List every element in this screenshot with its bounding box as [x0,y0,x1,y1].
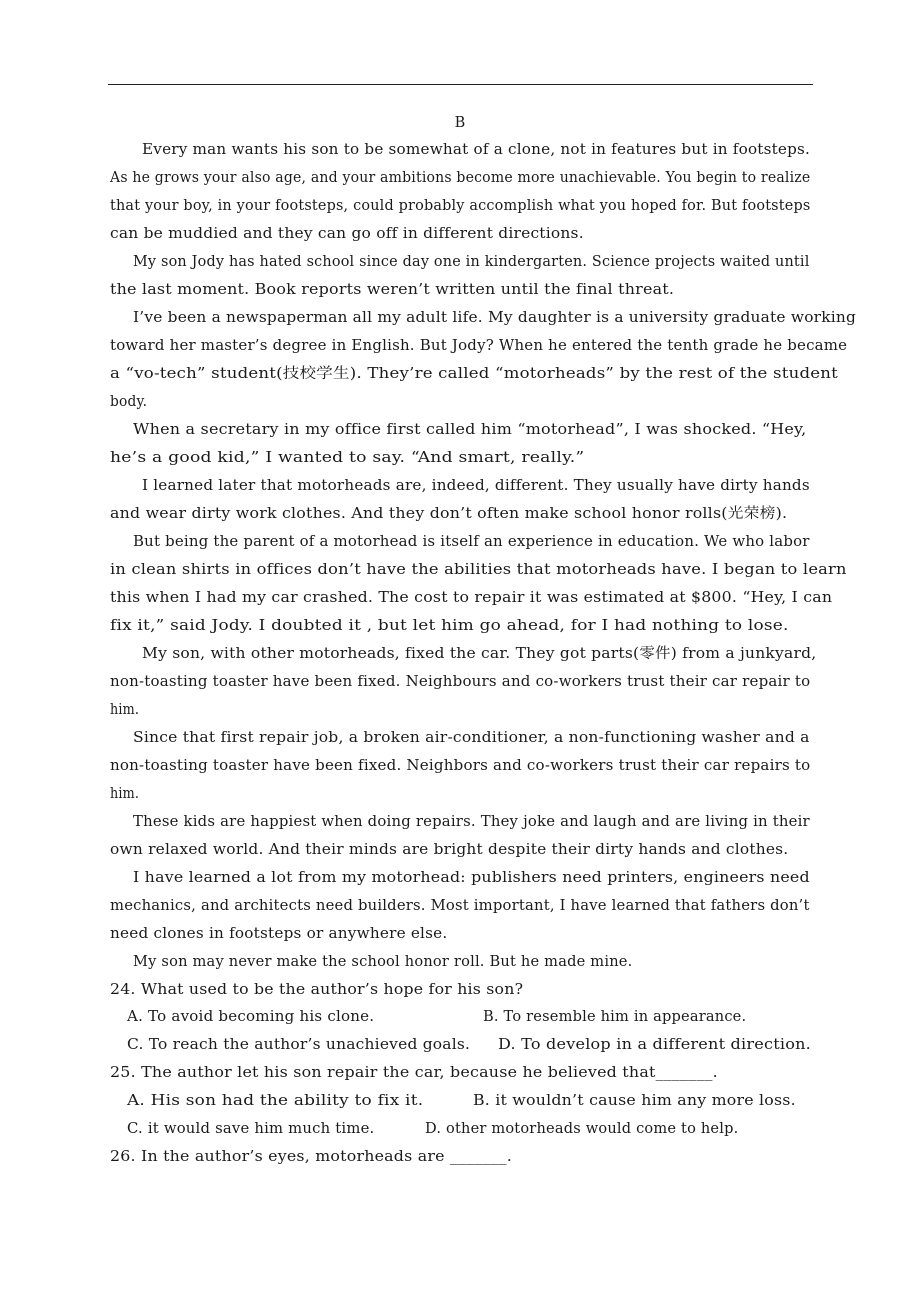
text-line: need clones in footsteps or anywhere else. [110,926,448,942]
text-line: D. To develop in a different direction. [498,1037,811,1053]
text-line: can be muddied and they can go off in different directions. [110,226,584,242]
text-line: But being the parent of a motorhead is itself an experience in education. We who labor [133,534,810,550]
text-line: in clean shirts in offices don’t have the abilities that motorheads have. I began to learn [110,562,847,578]
text-line: Every man wants his son to be somewhat of a clone, not in features but in footsteps. [142,142,811,158]
text-line: 26. In the author’s eyes, motorheads are _______. [110,1149,512,1165]
text-line: I learned later that motorheads are, indeed, different. They usually have dirty hands [142,478,810,494]
text-line: him. [110,702,140,718]
text-line: he’s a good kid,” I wanted to say. “And smart, really.” [110,450,585,466]
text-line: Since that first repair job, a broken air-conditioner, a non-functioning washer and a [133,730,810,746]
text-line: My son, with other motorheads, fixed the car. They got parts(零件) from a junkyard, [142,646,817,662]
text-line: him. [110,786,140,802]
text-line: As he grows your also age, and your ambitions become more unachievable. You begin to realize [110,170,811,186]
text-line: that your boy, in your footsteps, could probably accomplish what you hoped for. But footsteps [110,198,811,214]
passage-label: B [454,115,466,131]
text-line: own relaxed world. And their minds are bright despite their dirty hands and clothes. [110,842,789,858]
text-line: this when I had my car crashed. The cost to repair it was estimated at $800. “Hey, I can [110,590,833,606]
text-line: My son Jody has hated school since day one in kindergarten. Science projects waited until [133,254,810,270]
text-line: When a secretary in my office first called him “motorhead”, I was shocked. “Hey, [133,422,807,438]
text-line: These kids are happiest when doing repairs. They joke and laugh and are living in their [133,814,810,830]
text-line: 25. The author let his son repair the car, because he believed that_______. [110,1065,718,1081]
text-line: fix it,” said Jody. I doubted it , but let him go ahead, for I had nothing to lose. [110,618,789,634]
text-line: I have learned a lot from my motorhead: publishers need printers, engineers need [133,870,810,886]
text-line: 24. What used to be the author’s hope for his son? [110,982,524,998]
text-line: B. To resemble him in appearance. [483,1009,747,1025]
text-line: A. To avoid becoming his clone. [127,1009,375,1025]
text-line: I’ve been a newspaperman all my adult life. My daughter is a university graduate working [133,310,857,326]
text-line: non-toasting toaster have been fixed. Neighbours and co-workers trust their car repair to [110,674,811,690]
text-line: C. To reach the author’s unachieved goals. [127,1037,471,1053]
text-line: toward her master’s degree in English. But Jody? When he entered the tenth grade he became [110,338,848,354]
text-line: B. it wouldn’t cause him any more loss. [473,1093,796,1109]
text-line: mechanics, and architects need builders. Most important, I have learned that fathers don’t [110,898,810,914]
text-line: and wear dirty work clothes. And they don’t often make school honor rolls(光荣榜). [110,506,788,522]
text-line: A. His son had the ability to fix it. [127,1093,424,1109]
text-line: D. other motorheads would come to help. [425,1121,739,1137]
text-line: My son may never make the school honor roll. But he made mine. [133,954,633,970]
header-rule [108,84,813,85]
text-line: non-toasting toaster have been fixed. Neighbors and co-workers trust their car repairs to [110,758,811,774]
text-line: a “vo-tech” student(技校学生). They’re called “motorheads” by the rest of the student [110,366,838,382]
text-line: C. it would save him much time. [127,1121,375,1137]
text-line: body. [110,394,148,410]
text-line: the last moment. Book reports weren’t written until the final threat. [110,282,675,298]
